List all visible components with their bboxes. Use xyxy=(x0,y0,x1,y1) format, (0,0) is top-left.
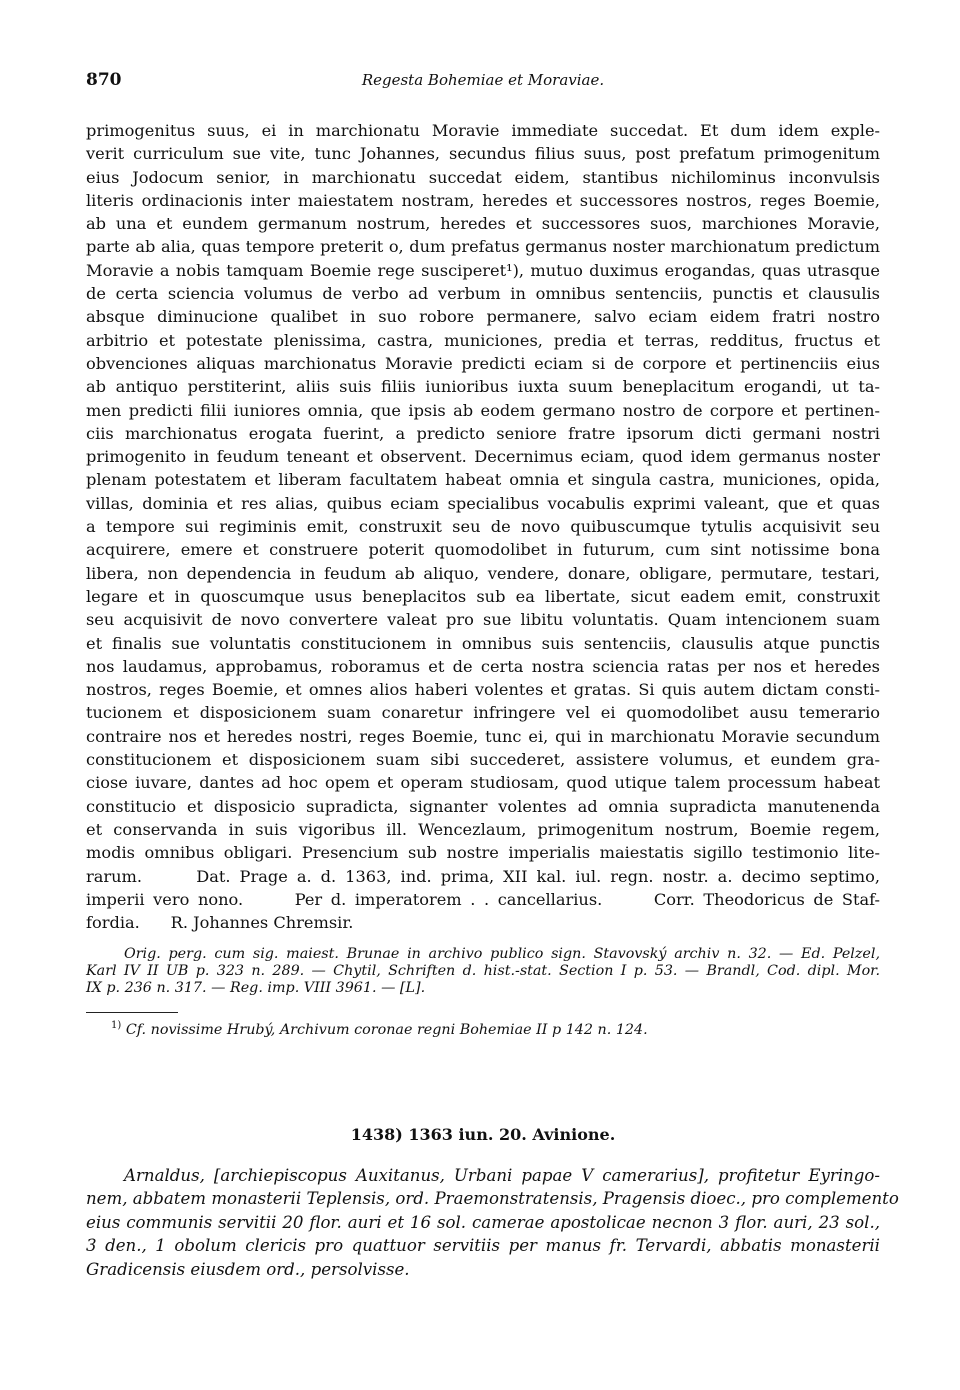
text-line: ab una et eundem germanum nostrum, heredes et successores suos, marchiones Moravie, xyxy=(86,214,880,234)
text-line: plenam potestatem et liberam facultatem habeat omnia et singula castra, municiones, opida, xyxy=(86,470,880,490)
regest-line: Gradicensis eiusdem ord., persolvisse. xyxy=(86,1259,410,1279)
text-line: Moravie a nobis tamquam Boemie rege susciperet¹), mutuo duximus erogandas, quas utrasque xyxy=(86,260,880,280)
text-line: villas, dominia et res alias, quibus eciam specialibus vocabulis exprimi valeant, que et quas xyxy=(86,493,880,513)
regest-heading: 1438) 1363 iun. 20. Avinione. xyxy=(350,1125,616,1144)
regest-line: eius communis servitii 20 flor. auri et 16 sol. camerae apostolicae necnon 3 flor. auri, 23 sol., xyxy=(86,1212,880,1232)
footnote xyxy=(111,1020,648,1038)
page-header xyxy=(86,70,880,94)
text-line: et conservanda in suis vigoribus ill. Wencezlaum, primogenitum nostrum, Boemie regem, xyxy=(86,819,880,839)
text-line: seu acquisivit de novo convertere valeat pro sue libitu voluntatis. Quam intencionem suam xyxy=(86,610,880,630)
running-title: Regesta Bohemiae et Moraviae. xyxy=(361,71,605,89)
text-line: constitucio et disposicio supradicta, signanter volentes ad omnia supradicta manutenenda xyxy=(86,796,880,816)
page-number: 870 xyxy=(86,70,122,90)
regest-summary xyxy=(86,1164,899,1281)
text-line: et finalis sue voluntatis constitucionem in omnibus suis sentenciis, clausulis atque punctis xyxy=(86,633,880,653)
critical-apparatus xyxy=(86,946,880,997)
apparatus-line: Karl IV II UB p. 323 n. 289. — Chytil, Schriften d. hist.-stat. Section I p. 53. — Brandl, Cod. dipl. Mor. xyxy=(86,963,880,979)
footnote-divider xyxy=(86,1012,178,1013)
text-line: libera, non dependencia in feudum ab aliquo, vendere, donare, obligare, permutare, testari, xyxy=(86,563,880,583)
text-line: constitucionem et disposicionem suam sibi succederet, assistere volumus, et eundem gra- xyxy=(86,750,880,770)
text-line: ciose iuvare, dantes ad hoc opem et operam studiosam, quod utique talem processum habeat xyxy=(86,773,880,793)
text-line: rarum. Dat. Prage a. d. 1363, ind. prima, XII kal. iul. regn. nostr. a. decimo septimo, xyxy=(86,866,880,886)
text-line: nos laudamus, approbamus, roboramus et de certa nostra sciencia ratas per nos et heredes xyxy=(86,656,880,676)
text-line: absque diminucione qualibet in suo robore permanere, salvo eciam eidem fratri nostro xyxy=(86,307,880,327)
text-line: primogenito in feudum teneant et observent. Decernimus eciam, quod idem germanus noster xyxy=(86,447,880,467)
text-line: tucionem et disposicionem suam conaretur infringere vel ei quomodolibet ausu temerario xyxy=(86,703,880,723)
text-line: obvenciones aliquas marchionatus Moravie predicti eciam si de corpore et pertinenciis eius xyxy=(86,353,880,373)
text-line: verit curriculum sue vite, tunc Johannes, secundus filius suus, post prefatum primogenitum xyxy=(86,144,880,164)
text-line: literis ordinacionis inter maiestatem nostram, heredes et successores nostros, reges Boemie, xyxy=(86,190,880,210)
text-line: parte ab alia, quas tempore preterit o, dum prefatus germanus noster marchionatum predictum xyxy=(86,237,880,257)
text-line: a tempore sui regiminis emit, construxit seu de novo quibuscumque tytulis acquisivit seu xyxy=(86,517,880,537)
charter-text xyxy=(86,119,880,934)
text-line: men predicti filii iuniores omnia, que ipsis ab eodem germano nostro de corpore et pertinen- xyxy=(86,400,880,420)
apparatus-line: Orig. perg. cum sig. maiest. Brunae in archivo publico sign. Stavovský archiv n. 32. — Ed. Pelzel, xyxy=(124,946,880,962)
apparatus-line: IX p. 236 n. 317. — Reg. imp. VIII 3961. — [L]. xyxy=(86,980,426,996)
text-line: de certa sciencia volumus de verbo ad verbum in omnibus sentenciis, punctis et clausulis xyxy=(86,284,880,304)
text-line: fordia. R. Johannes Chremsir. xyxy=(86,913,354,933)
text-line: imperii vero nono. Per d. imperatorem . . cancellarius. Corr. Theodoricus de Staf- xyxy=(86,889,880,909)
text-line: ciis marchionatus erogata fuerint, a predicto seniore fratre ipsorum dicti germani nostri xyxy=(86,423,880,443)
footnote-text: Cf. novissime Hrubý, Archivum coronae regni Bohemiae II p 142 n. 124. xyxy=(125,1021,648,1038)
regest-line: nem, abbatem monasterii Teplensis, ord. Praemonstratensis, Pragensis dioec., pro complemento xyxy=(86,1189,899,1209)
text-line: contraire nos et heredes nostri, reges Boemie, tunc ei, qui in marchionatu Moravie secundum xyxy=(86,726,880,746)
text-line: primogenitus suus, ei in marchionatu Moravie immediate succedat. Et dum idem exple- xyxy=(86,121,880,140)
text-line: ab antiquo perstiterint, aliis suis filiis iunioribus iuxta suum beneplacitum erogandi, ut ta- xyxy=(86,377,880,397)
footnote-mark: 1) xyxy=(111,1020,122,1031)
text-line: eius Jodocum senior, in marchionatu succedat eidem, stantibus nichilominus inconvulsis xyxy=(86,167,880,187)
text-line: modis omnibus obligari. Presencium sub nostre imperialis maiestatis sigillo testimonio lite- xyxy=(86,843,880,863)
regest-line: 3 den., 1 obolum clericis pro quattuor servitiis per manus fr. Tervardi, abbatis monasterii xyxy=(86,1236,880,1256)
regest-line: Arnaldus, [archiepiscopus Auxitanus, Urbani papae V camerarius], profitetur Eyringo- xyxy=(124,1166,880,1185)
text-line: arbitrio et potestate plenissima, castra, municiones, predia et terras, redditus, fructus et xyxy=(86,330,880,350)
text-line: acquirere, emere et construere poterit quomodolibet in futurum, cum sint notissime bona xyxy=(86,540,880,560)
text-line: nostros, reges Boemie, et omnes alios haberi volentes et gratas. Si quis autem dictam consti- xyxy=(86,680,880,700)
text-line: legare et in quoscumque usus beneplacitos sub ea libertate, sicut eadem emit, construxit xyxy=(86,586,880,606)
